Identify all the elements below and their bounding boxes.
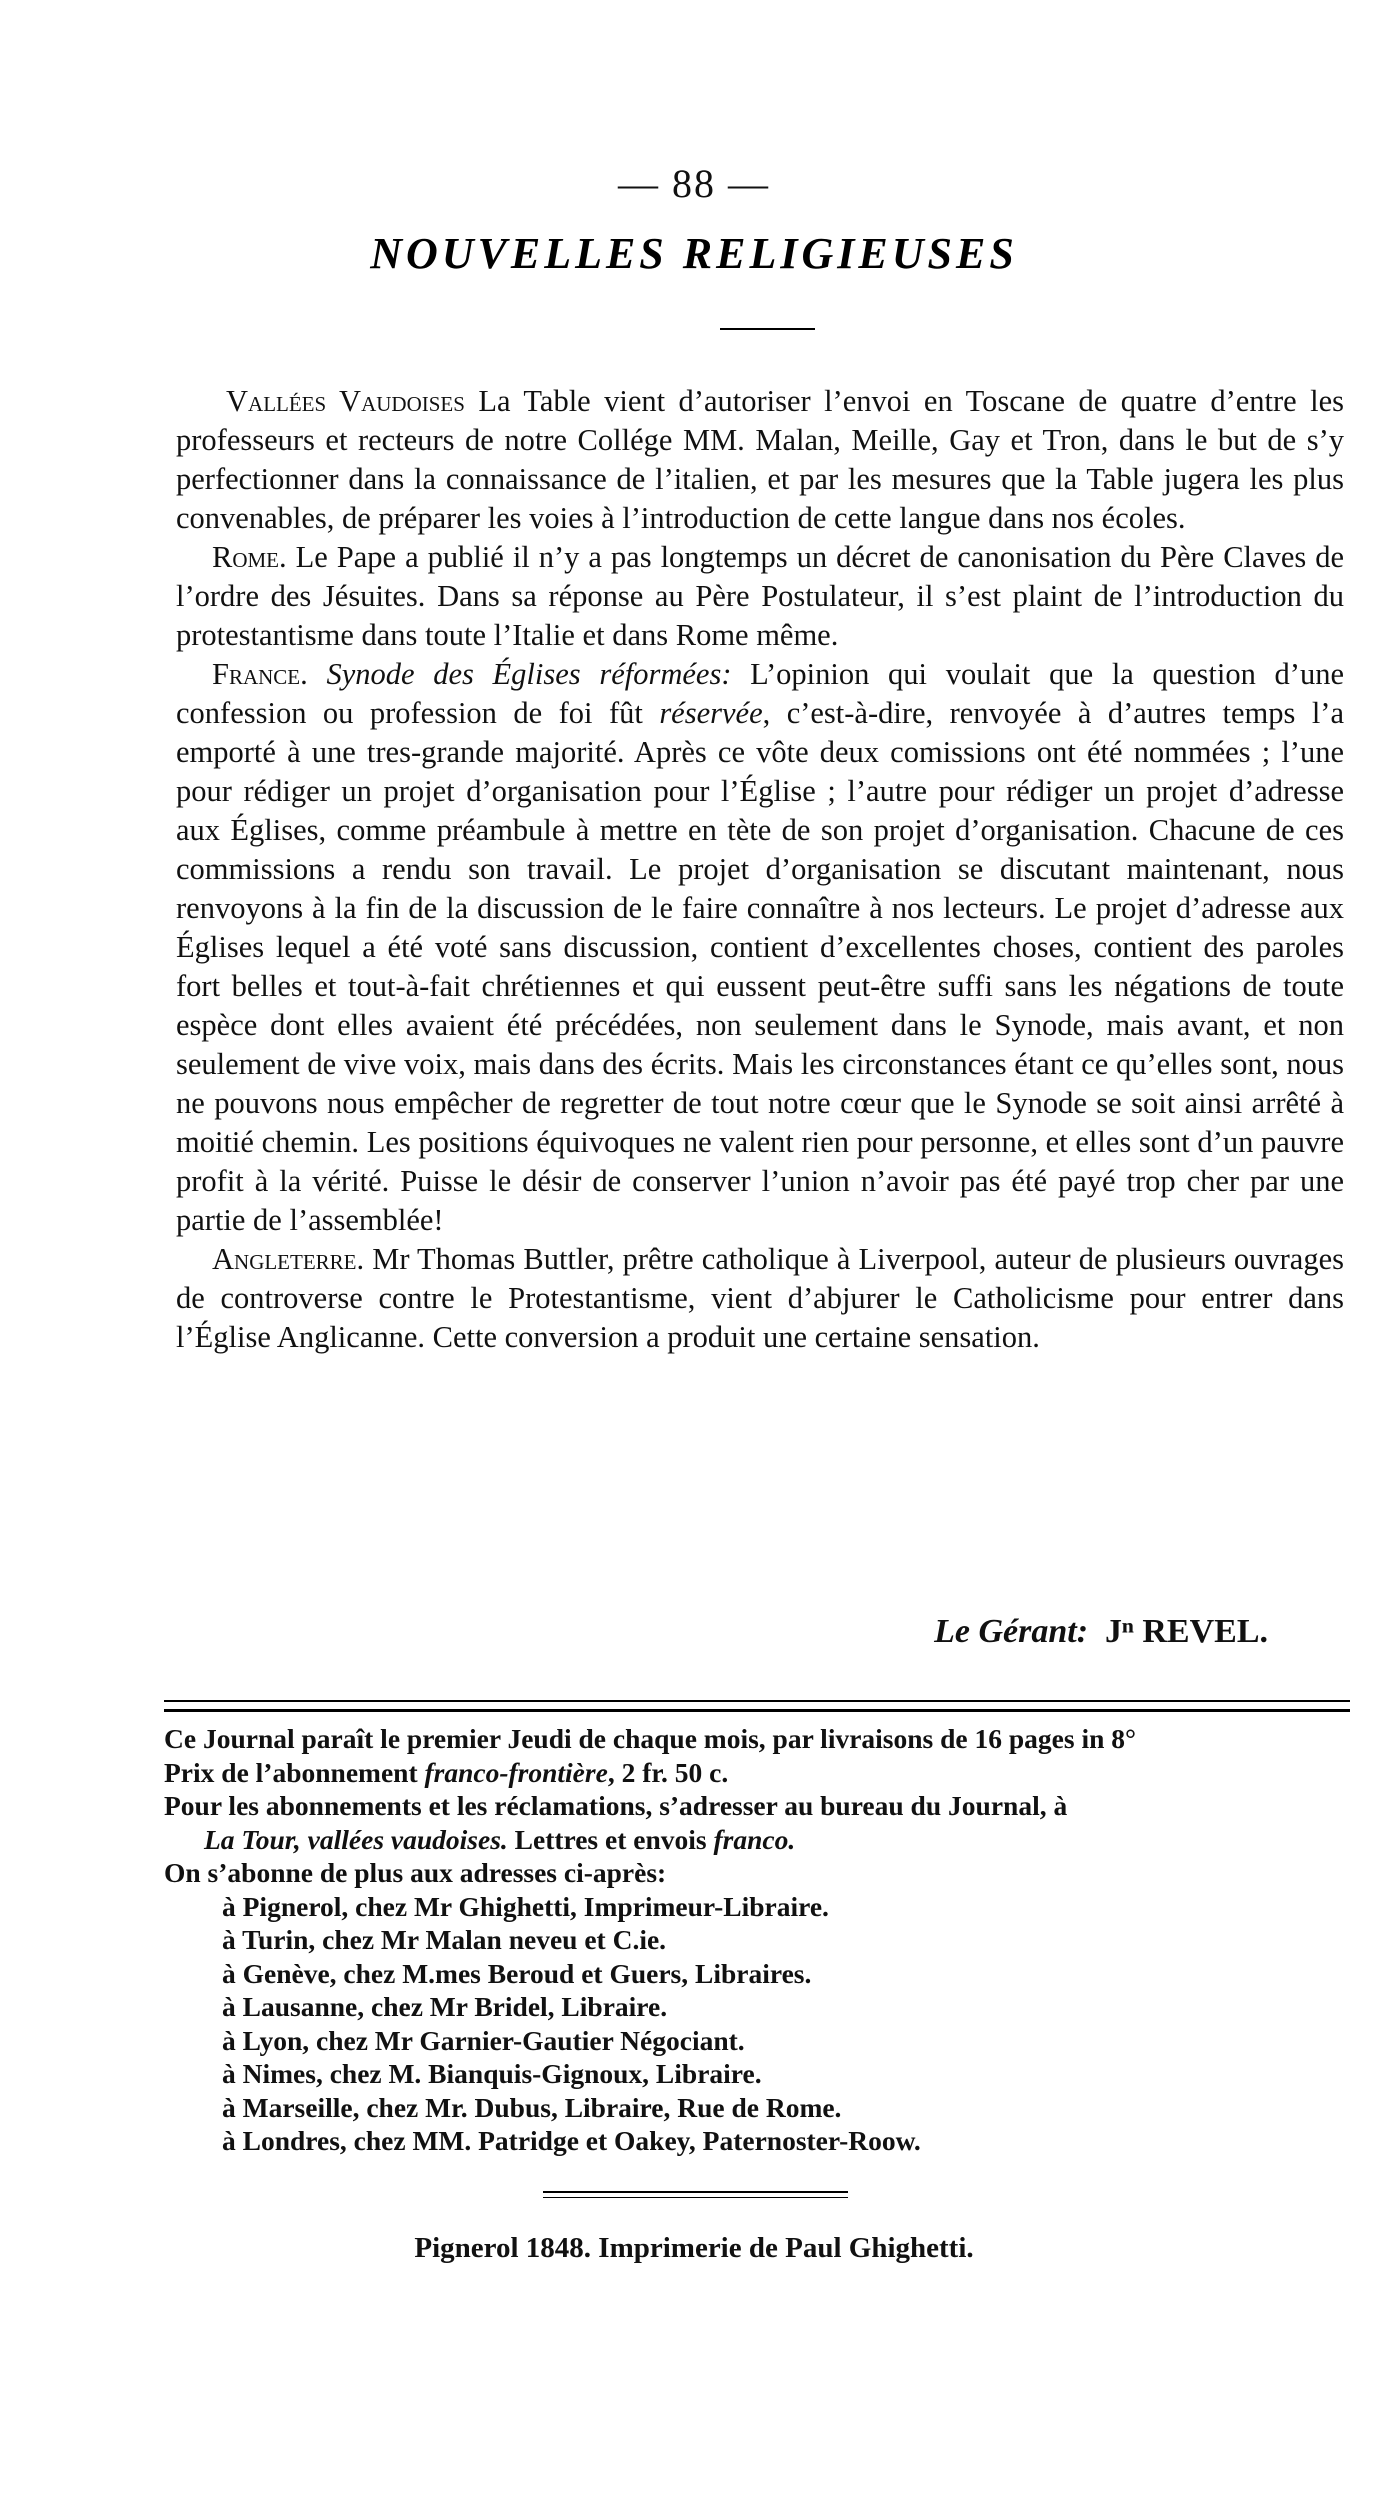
notice-italic: franco. [713, 1823, 796, 1855]
section-heading: Vallées Vaudoises [226, 384, 465, 418]
notice-italic: La Tour, vallées vaudoises. [204, 1823, 508, 1855]
section-heading: Angleterre. [212, 1242, 365, 1276]
double-divider [164, 1700, 1350, 1712]
address-item: à Pignerol, chez Mr Ghighetti, Imprimeur-Libraire. [222, 1890, 829, 1922]
bottom-divider [543, 2191, 848, 2198]
page-title: NOUVELLES RELIGIEUSES [370, 229, 1018, 278]
address-item: à Nimes, chez M. Bianquis-Gignoux, Libraire. [222, 2058, 762, 2089]
notice-text: , 2 fr. 50 c. [607, 1756, 729, 1788]
section-subheading: Synode des Églises réformées: [307, 657, 732, 691]
notice-line [164, 1756, 1364, 1790]
printer-imprint: Pignerol 1848. Imprimerie de Paul Ghighetti. [414, 2232, 974, 2264]
address-item: à Lausanne, chez Mr Bridel, Libraire. [222, 1991, 668, 2022]
subscription-notice [164, 1722, 1364, 2158]
address-item: à Marseille, chez Mr. Dubus, Libraire, Rue de Rome. [222, 2091, 842, 2123]
title-divider [720, 328, 815, 330]
article-body [176, 382, 1344, 1357]
address-item: à Londres, chez MM. Patridge et Oakey, Paternoster-Roow. [222, 2125, 921, 2156]
paragraph-text: Le Pape a publié il n’y a pas longtemps un décret de canonisation du Père Claves de l’ordre des Jésuites. Dans sa réponse au Père Postulateur, il s’est plaint de l’introduction du protestantisme dans toute l’Italie et dans Rome même. [176, 540, 1344, 652]
notice-text: Lettres et envois [507, 1823, 714, 1855]
signature-label: Le Gérant: [934, 1613, 1089, 1650]
signature-name: Jⁿ REVEL. [1105, 1613, 1268, 1650]
paragraph-text: La Table vient d’autoriser l’envoi en Toscane de quatre d’entre les professeurs et recteurs de notre Collége MM. Malan, Meille, Gay et Tron, dans le but de s’y perfectionner dans la connaissance de l’italien, et par les mesures que la Table jugera les plus convenables, de préparer les voies à l’introduction de cette langue dans nos écoles. [176, 384, 1344, 535]
address-item: à Lyon, chez Mr Garnier-Gautier Négociant. [222, 2024, 745, 2056]
italic-word: réservée [659, 696, 763, 730]
section-heading: Rome. [212, 540, 287, 574]
notice-line: Pour les abonnements et les réclamations, s’adresser au bureau du Journal, à [164, 1790, 1068, 1821]
page-number: — 88 — [618, 161, 770, 206]
paragraph-angleterre [176, 1240, 1344, 1357]
paragraph-text: L’opinion qui voulait que la question d’une confession ou profession de foi fût [176, 657, 1345, 730]
notice-italic: franco-frontière [424, 1756, 608, 1788]
signature [934, 1613, 1268, 1651]
paragraph-france [176, 655, 1344, 1240]
notice-line: On s’abonne de plus aux adresses ci-après: [164, 1857, 667, 1888]
paragraph-vallees [176, 382, 1344, 538]
notice-line: Ce Journal paraît le premier Jeudi de chaque mois, par livraisons de 16 pages in 8° [164, 1723, 1137, 1754]
section-heading: France. [212, 657, 308, 691]
paragraph-text: Mr Thomas Buttler, prêtre catholique à Liverpool, auteur de plusieurs ouvrages de controverse contre le Protestantisme, vient d’abjurer le Catholicisme pour entrer dans l’Église Anglicanne. Cette conversion a produit une certaine sensation. [176, 1242, 1344, 1354]
paragraph-rome [176, 538, 1344, 655]
address-item: à Turin, chez Mr Malan neveu et C.ie. [222, 1924, 667, 1955]
notice-line [164, 1823, 1364, 1857]
notice-text: Prix de l’abonnement [164, 1756, 425, 1788]
paragraph-text: , c’est-à-dire, renvoyée à d’autres temps l’a emporté à une tres-grande majorité. Après ce vôte deux comissions ont été nommées ; l’une pour rédiger un projet d’organisation pour l’Église ; l’autre pour rédiger un projet d’adresse aux Églises, comme préambule à mettre en tète de son projet d’organisation. Chacune de ces commissions a rendu son travail. Le projet d’organisation se discutant maintenant, nous renvoyons à la fin de la discussion de le faire connaître à nos lecteurs. Le projet d’adresse aux Églises lequel a été voté sans discussion, contient d’excellentes choses, contient des paroles fort belles et tout-à-fait chrétiennes et qui eussent peut-être suffi sans les négations de toute espèce dont elles avaient été précédées, non seulement dans le Synode, mais avant, et non seulement de vive voix, mais dans des écrits. Mais les circonstances étant ce qu’elles sont, nous ne pouvons nous empêcher de regretter de tout notre cœur que le Synode se soit ainsi arrêté à moitié chemin. Les positions équivoques ne valent rien pour personne, et elles sont d’un pauvre profit à la vérité. Puisse le désir de conserver l’union n’avoir pas été payé trop cher par une partie de l’assemblée! [176, 696, 1345, 1237]
address-item: à Genève, chez M.mes Beroud et Guers, Libraires. [222, 1957, 812, 1989]
